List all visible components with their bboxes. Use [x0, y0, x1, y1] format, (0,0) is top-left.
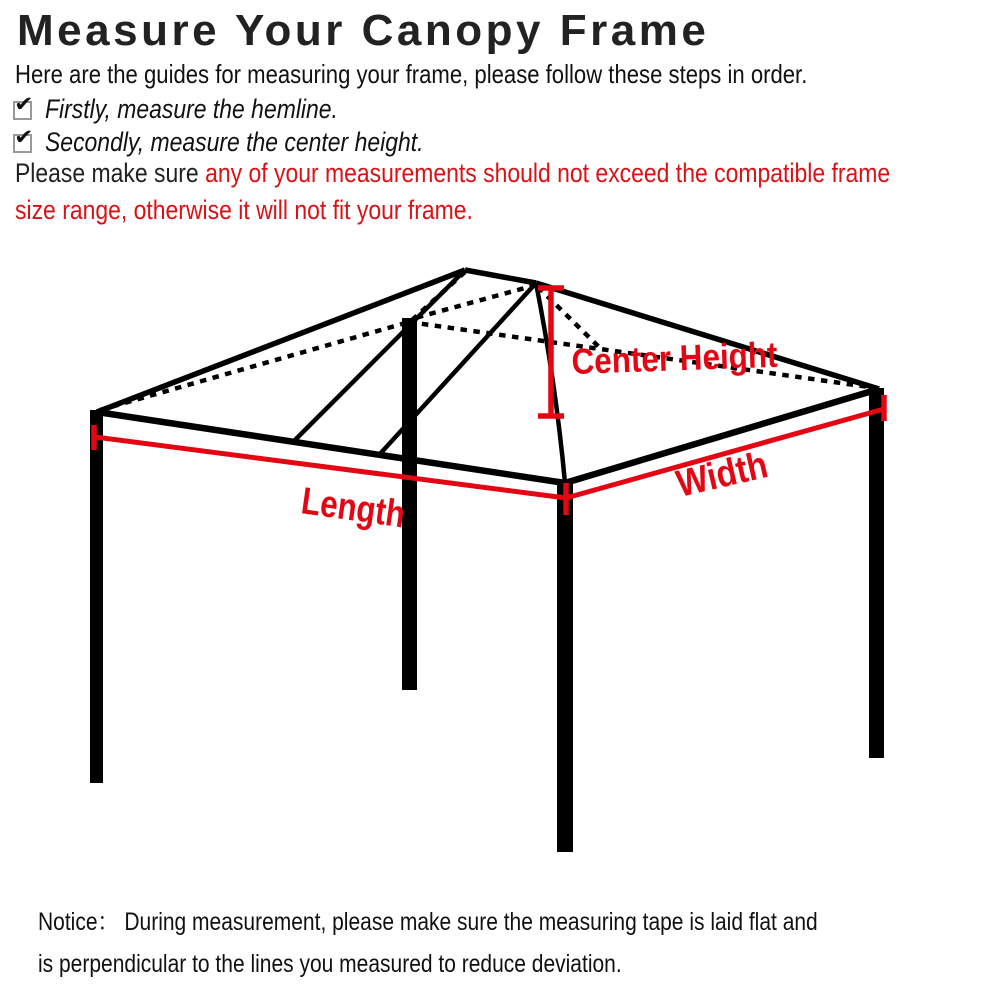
checked-checkbox-icon: ✔: [13, 134, 32, 153]
notice-line-1: Notice： During measurement, please make sure the measuring tape is laid flat and: [38, 908, 818, 936]
support-rafter-1: [293, 270, 465, 442]
width-label: Width: [672, 441, 785, 506]
step-text: Firstly, measure the hemline.: [45, 93, 338, 124]
leg-left: [90, 410, 103, 783]
warning-line-2: size range, otherwise it will not fit your frame.: [15, 195, 473, 225]
notice-line-2: is perpendicular to the lines you measured to reduce deviation.: [38, 950, 622, 978]
leg-right: [869, 388, 884, 758]
warning-line-1: Please make sure any of your measurements should not exceed the compatible frame: [15, 158, 891, 188]
leg-front: [557, 481, 573, 852]
step-text: Secondly, measure the center height.: [45, 126, 424, 157]
notice-text: [38, 901, 818, 985]
checked-checkbox-icon: ✔: [13, 101, 32, 120]
intro-text: Here are the guides for measuring your frame, please follow these steps in order.: [15, 59, 808, 89]
frame-legs: [90, 318, 884, 852]
length-label: Length: [298, 480, 431, 540]
ridge-bar: [465, 270, 536, 283]
center-height-label: Center Height: [570, 332, 809, 382]
page-title: Measure Your Canopy Frame: [17, 6, 710, 55]
